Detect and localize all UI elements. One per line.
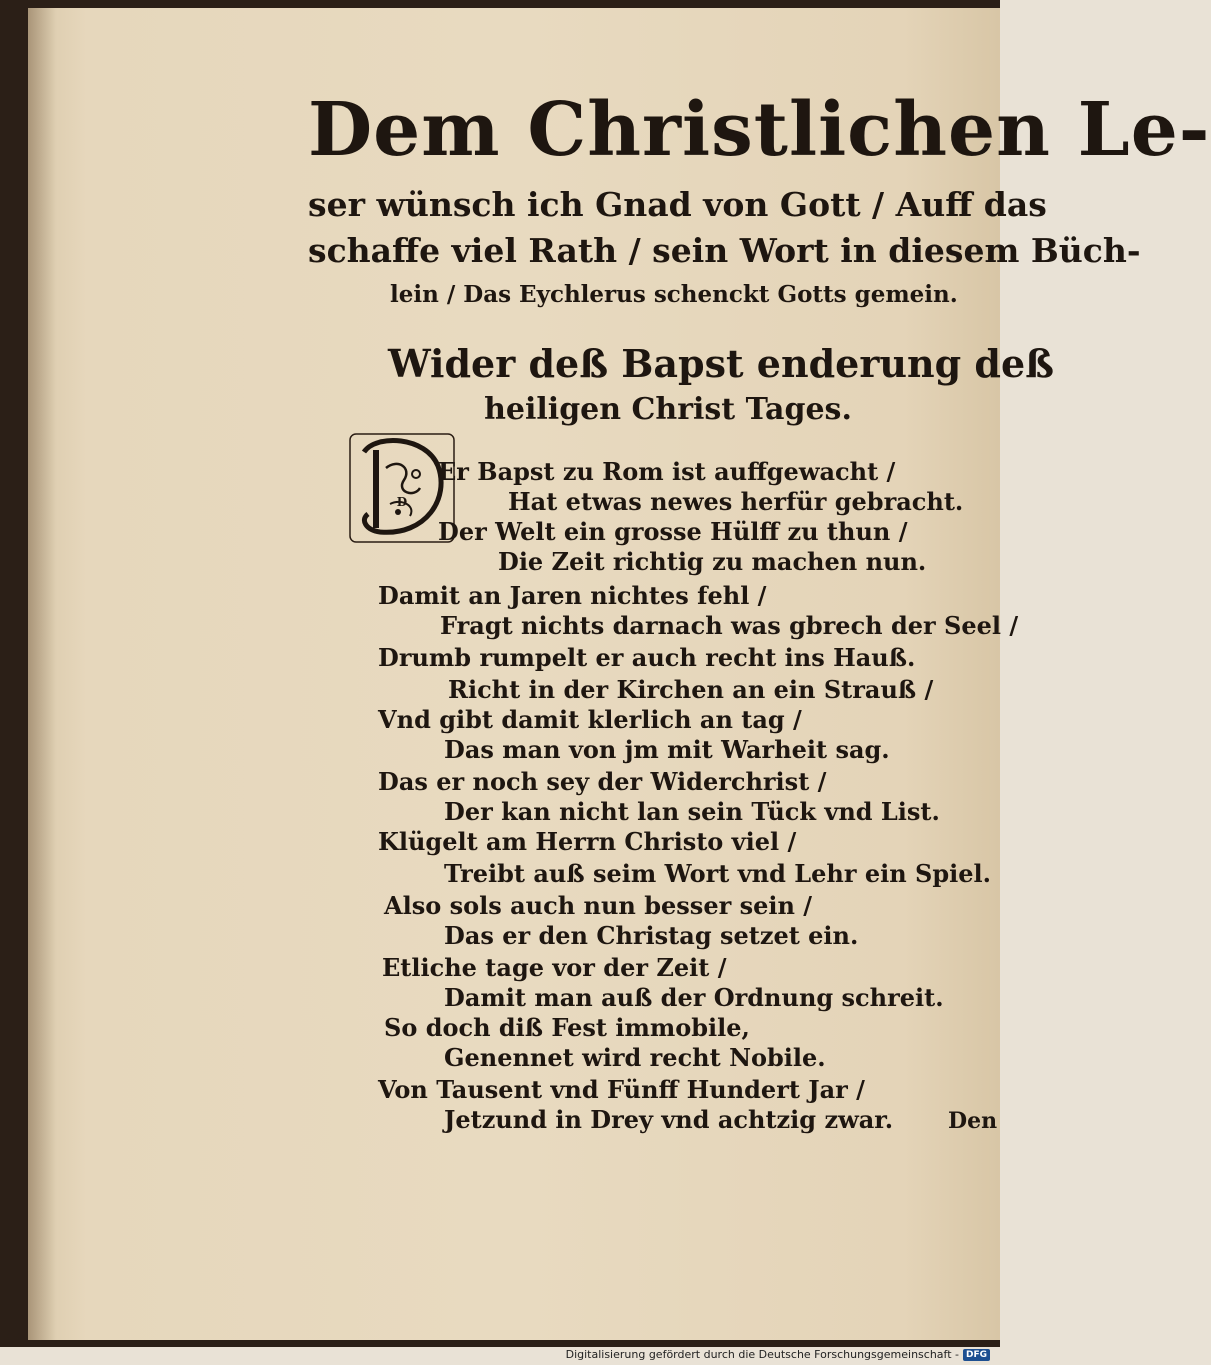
heading-line-1: Wider deß Bapst enderung deß	[388, 341, 1055, 386]
footer-text: Digitalisierung gefördert durch die Deutsche Forschungsgemeinschaft -	[565, 1348, 959, 1361]
verse-line: Der Welt ein grosse Hülff zu thun /	[438, 517, 908, 546]
verse-line: Das er noch sey der Widerchrist /	[378, 767, 827, 796]
verse-line: Damit an Jaren nichtes fehl /	[378, 581, 767, 610]
verse-line: Etliche tage vor der Zeit /	[382, 953, 727, 982]
gutter-shadow	[28, 8, 56, 1340]
verse-line: Vnd gibt damit klerlich an tag /	[378, 705, 802, 734]
dfg-logo-icon: DFG	[963, 1349, 990, 1361]
verse-line: Klügelt am Herrn Christo viel /	[378, 827, 797, 856]
dedication-line: lein / Das Eychlerus schenckt Gotts gemein.	[390, 281, 958, 308]
verse-line: Genennet wird recht Nobile.	[444, 1043, 826, 1072]
verse-line: Das man von jm mit Warheit sag.	[444, 735, 890, 764]
verse-line: Das er den Christag setzet ein.	[444, 921, 859, 950]
verse-line: Also sols auch nun besser sein /	[384, 891, 813, 920]
verse-line: Hat etwas newes herfür gebracht.	[508, 487, 964, 516]
initial-letter: D	[396, 495, 408, 509]
verse-line: So doch diß Fest immobile,	[384, 1013, 750, 1042]
verse-line: Damit man auß der Ordnung schreit.	[444, 983, 944, 1012]
verse-line: Die Zeit richtig zu machen nun.	[498, 547, 927, 576]
verse-line: Drumb rumpelt er auch recht ins Hauß.	[378, 643, 916, 672]
verse-line: Er Bapst zu Rom ist auffgewacht /	[438, 457, 896, 486]
footer-credit	[566, 1348, 990, 1361]
book-page	[28, 8, 1211, 1340]
verse-line: Jetzund in Drey vnd achtzig zwar.	[444, 1105, 894, 1134]
verse-line: Richt in der Kirchen an ein Strauß /	[448, 675, 934, 704]
page-title: Dem Christlichen Le-	[308, 87, 1211, 173]
catchword: Den	[948, 1108, 998, 1134]
verse-line: Treibt auß seim Wort vnd Lehr ein Spiel.	[444, 859, 991, 888]
dedication-line: ser wünsch ich Gnad von Gott / Auff das	[308, 185, 1047, 224]
heading-line-2: heiligen Christ Tages.	[484, 392, 852, 427]
dedication-line: schaffe viel Rath / sein Wort in diesem Büch-	[308, 231, 1141, 270]
verse-line: Fragt nichts darnach was gbrech der Seel /	[440, 611, 1019, 640]
section-heading	[388, 338, 1055, 430]
verse-line: Von Tausent vnd Fünff Hundert Jar /	[378, 1075, 865, 1104]
verse-line: Der kan nicht lan sein Tück vnd List.	[444, 797, 940, 826]
